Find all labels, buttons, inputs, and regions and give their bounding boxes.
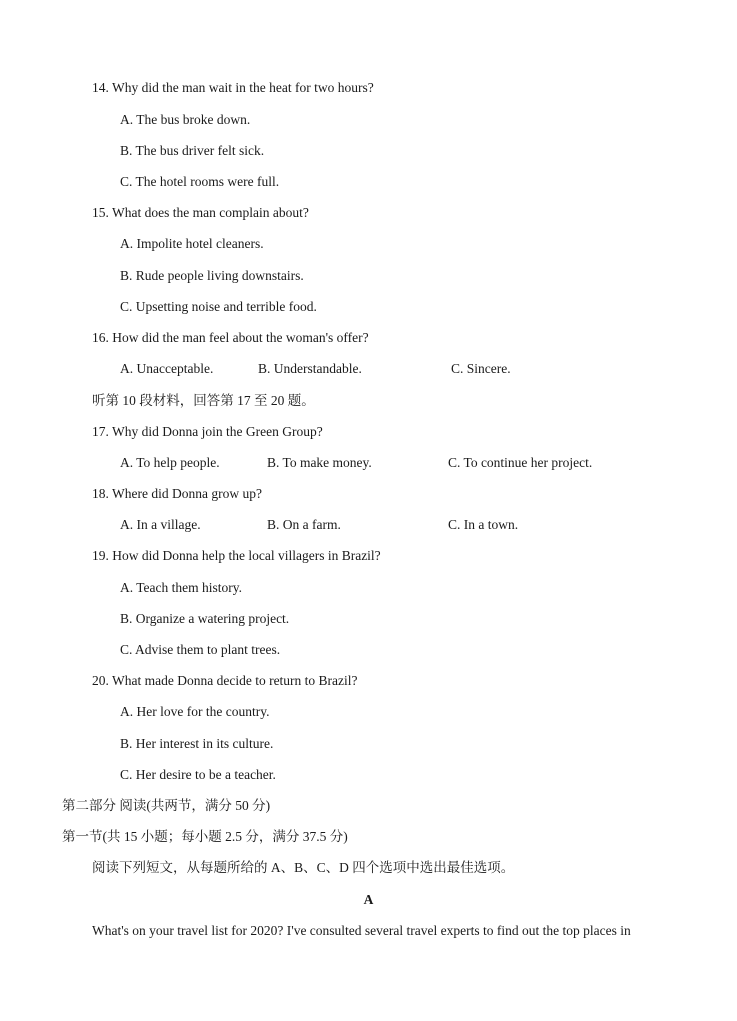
option-19c: C. Advise them to plant trees. xyxy=(120,642,281,657)
listening-instruction: 听第 10 段材料，回答第 17 至 20 题。 xyxy=(92,393,315,408)
section-one-heading: 第一节(共 15 小题；每小题 2.5 分，满分 37.5 分) xyxy=(62,829,348,844)
option-15c: C. Upsetting noise and terrible food. xyxy=(120,299,317,314)
question-18: 18. Where did Donna grow up? xyxy=(92,486,262,501)
reading-instruction: 阅读下列短文，从每题所给的 A、B、C、D 四个选项中选出最佳选项。 xyxy=(92,860,515,875)
part-two-heading: 第二部分 阅读(共两节，满分 50 分) xyxy=(62,798,271,813)
question-19: 19. How did Donna help the local villagers in Brazil? xyxy=(92,548,381,563)
option-18a: A. In a village. xyxy=(120,517,201,532)
passage-text: What's on your travel list for 2020? I've consulted several travel experts to find out the top places in xyxy=(92,923,631,938)
option-19b: B. Organize a watering project. xyxy=(120,611,290,626)
option-17c: C. To continue her project. xyxy=(448,455,593,470)
option-20a: A. Her love for the country. xyxy=(120,704,270,719)
option-14b: B. The bus driver felt sick. xyxy=(120,143,265,158)
option-18c: C. In a town. xyxy=(448,517,519,532)
option-14a: A. The bus broke down. xyxy=(120,112,251,127)
option-20c: C. Her desire to be a teacher. xyxy=(120,767,276,782)
passage-label: A xyxy=(363,892,374,907)
question-17: 17. Why did Donna join the Green Group? xyxy=(92,424,323,439)
question-15: 15. What does the man complain about? xyxy=(92,205,309,220)
option-14c: C. The hotel rooms were full. xyxy=(120,174,280,189)
option-17b: B. To make money. xyxy=(267,455,372,470)
option-17a: A. To help people. xyxy=(120,455,220,470)
option-18b: B. On a farm. xyxy=(267,517,341,532)
question-20: 20. What made Donna decide to return to Brazil? xyxy=(92,673,358,688)
option-16a: A. Unacceptable. xyxy=(120,361,214,376)
option-20b: B. Her interest in its culture. xyxy=(120,736,274,751)
option-15a: A. Impolite hotel cleaners. xyxy=(120,236,264,251)
question-14: 14. Why did the man wait in the heat for two hours? xyxy=(92,80,374,95)
option-16b: B. Understandable. xyxy=(258,361,362,376)
question-16: 16. How did the man feel about the woman's offer? xyxy=(92,330,369,345)
option-16c: C. Sincere. xyxy=(451,361,511,376)
option-15b: B. Rude people living downstairs. xyxy=(120,268,304,283)
option-19a: A. Teach them history. xyxy=(120,580,243,595)
